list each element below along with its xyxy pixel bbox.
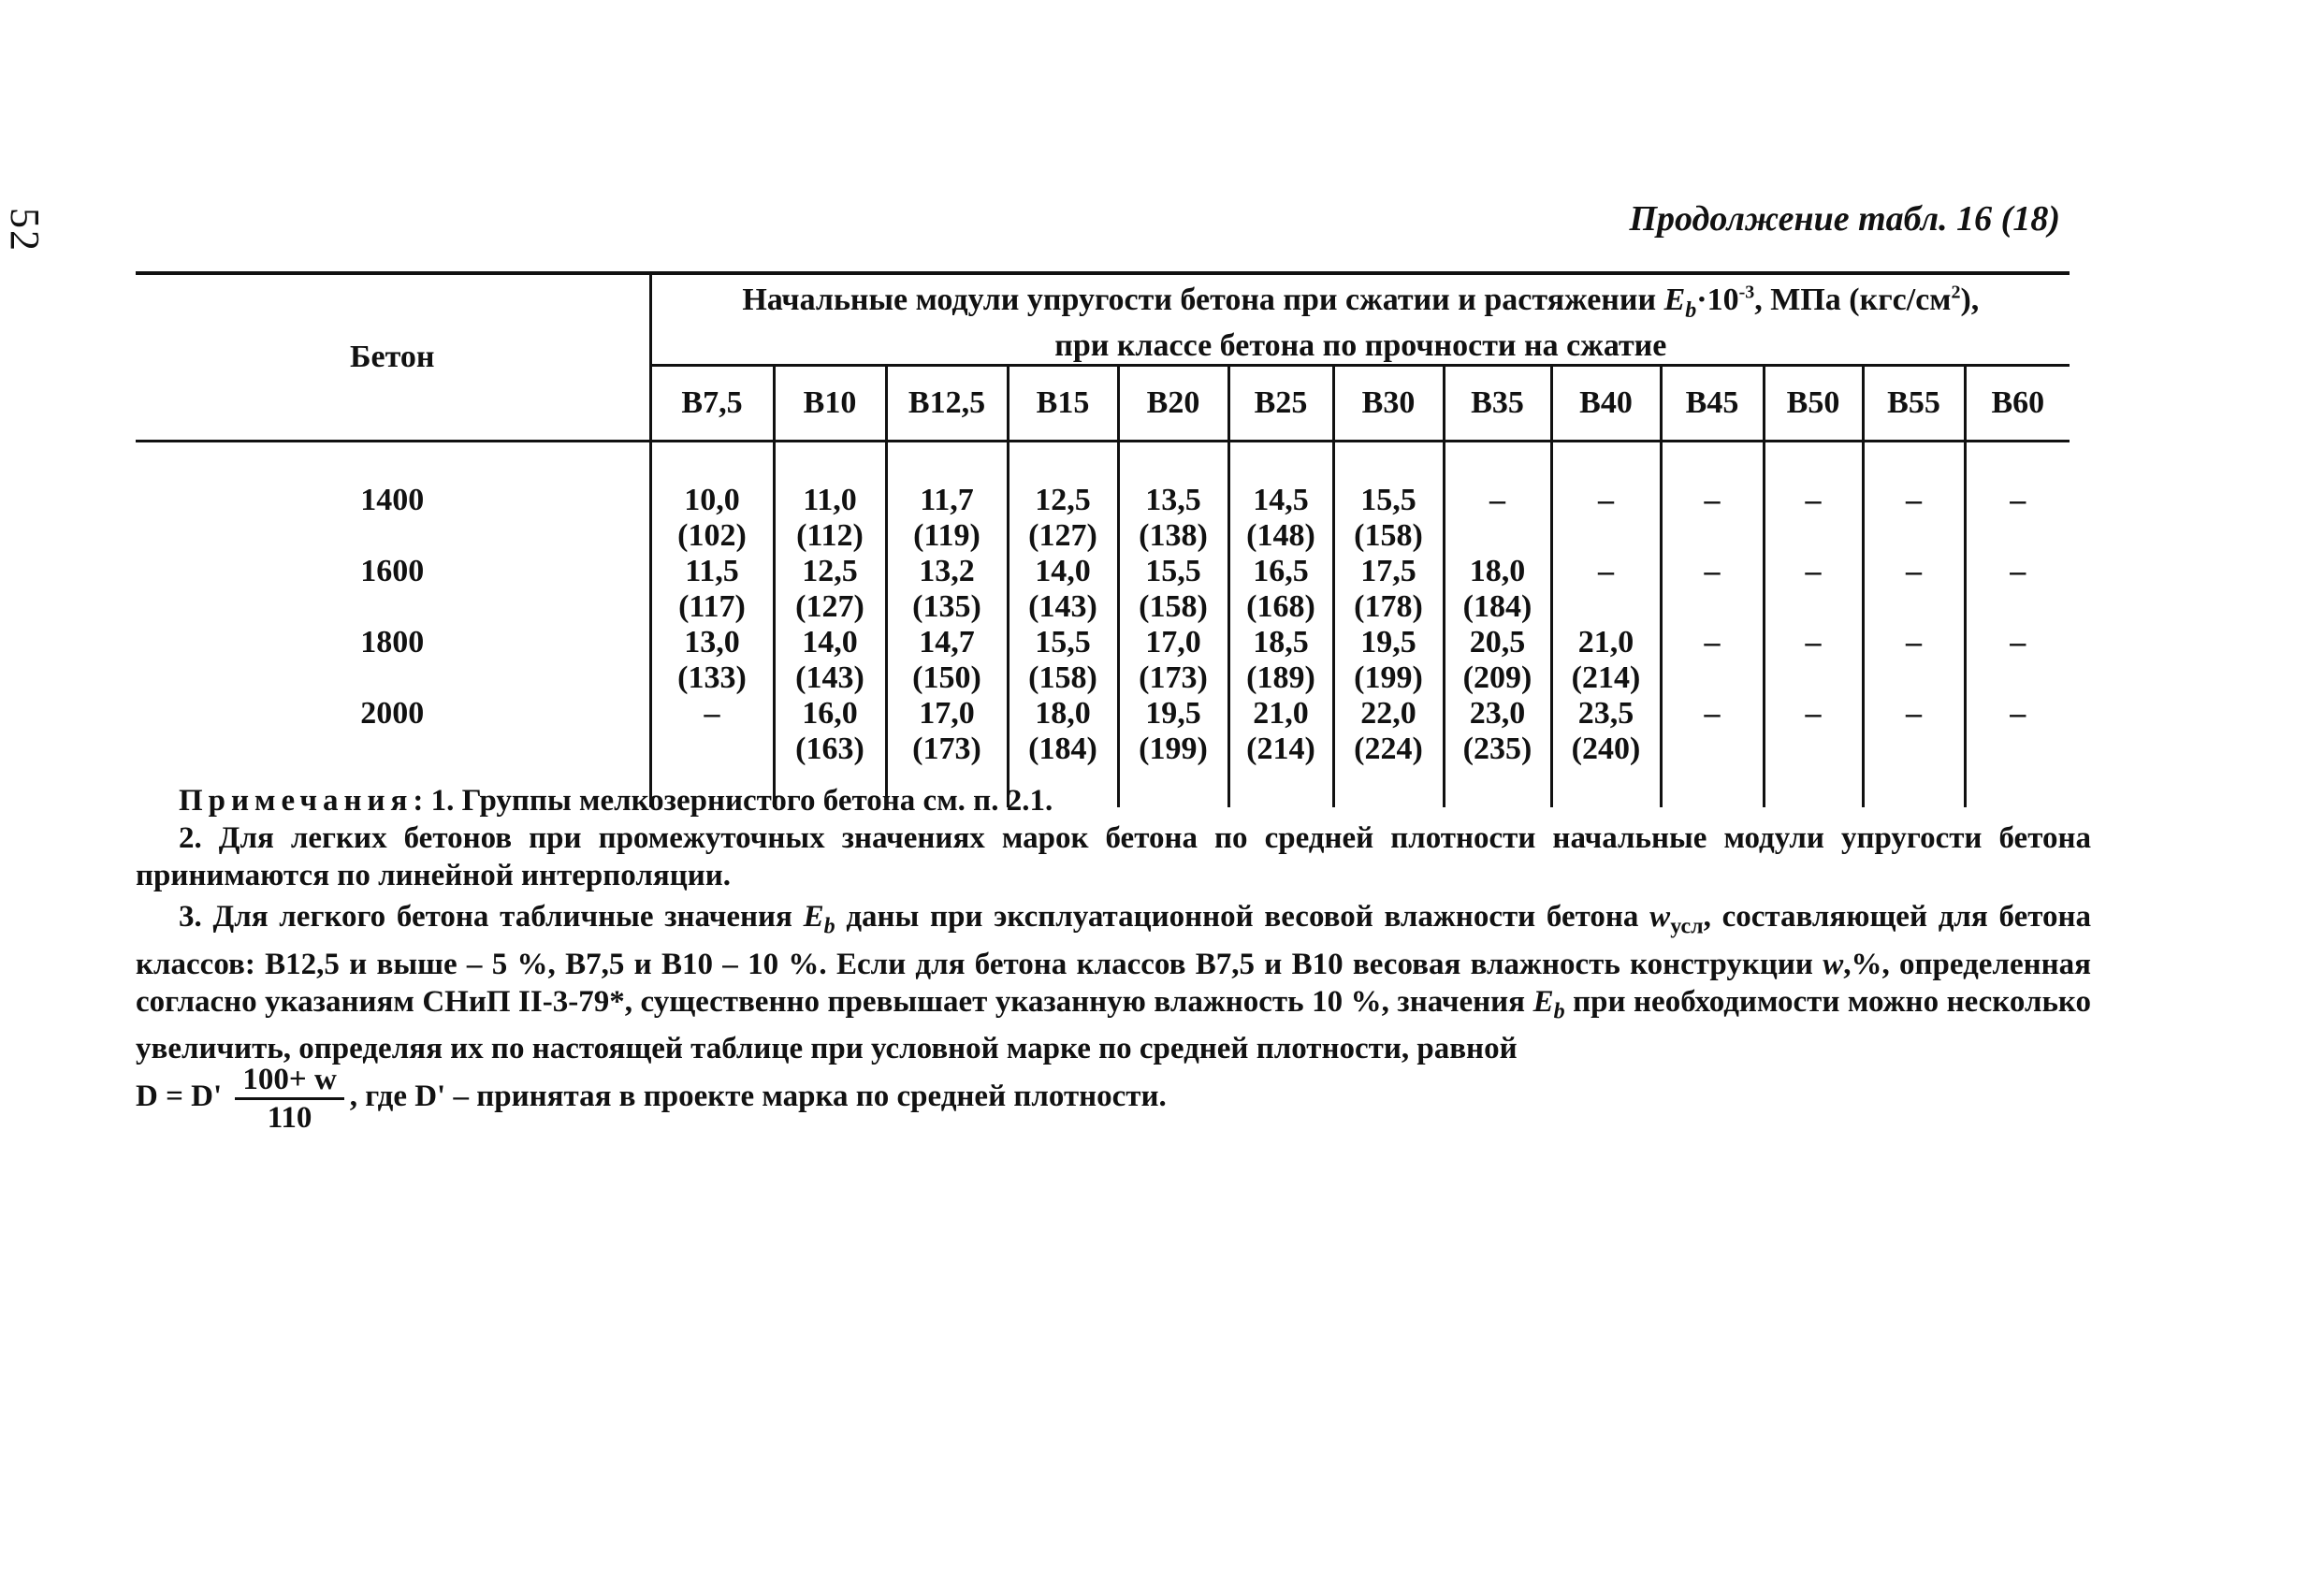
row-labels-column — [136, 442, 650, 808]
modulus-value: – — [1598, 554, 1614, 589]
modulus-value: – — [2010, 554, 2026, 589]
modulus-kgf-value: (184) — [1028, 732, 1097, 767]
class-column — [1661, 442, 1764, 808]
note-3-formula: D = D' $\frac{100+ w}{110}$ , где D' – принятая в проекте марка по средней плотности. — [136, 1063, 1167, 1136]
modulus-value: – — [1805, 696, 1822, 732]
main-header-line1: Начальные модули упругости бетона при сжатии и растяжении $E_b\cdot 10^{-3}$, МПа $(кгс/см^2)$, — [742, 283, 1980, 324]
class-header-cell: B35 — [1444, 366, 1551, 442]
modulus-value: 15,5 — [1035, 625, 1091, 660]
modulus-value: 19,5 — [1360, 625, 1416, 660]
modulus-kgf-value — [1967, 589, 2070, 625]
note-2: 2. Для легких бетонов при промежуточных значениях марок бетона по средней плотности начальные модули упругости бетона принимаются по линейной интерполяции. — [136, 821, 2091, 892]
modulus-value: 13,0 — [684, 625, 740, 660]
modulus-value: – — [2010, 696, 2026, 732]
modulus-kgf-value: (133) — [677, 660, 747, 696]
modulus-value: 19,5 — [1145, 696, 1201, 732]
modulus-value: 14,0 — [802, 625, 858, 660]
note-3: 3. Для легкого бетона табличные значения $E_b$ даны при эксплуатационной весовой влажности бетона $w_{усл}$, составляющей для бетона классов: B12,5 и выше – 5 %, B7,5 и B10 – 10 %. Если для бетона классов B7,5 и B10 весовая влажность конструкции w,%, определенная согласно указаниям СНиП II-3-79*, существенно превышает указанную влажность 10 %, значения $E_b$ при необходимости можно несколько увеличить, определяя их по настоящей таблице при условной марке по средней плотности, равной — [136, 900, 2091, 1066]
modulus-kgf-value — [1553, 589, 1660, 625]
class-column — [886, 442, 1008, 808]
modulus-kgf-value — [1663, 518, 1763, 554]
modulus-value: 18,0 — [1035, 696, 1091, 732]
page-number: 52 — [2, 208, 48, 253]
class-column — [1863, 442, 1965, 808]
class-header-cell: B7,5 — [650, 366, 774, 442]
modulus-value: 22,0 — [1360, 696, 1416, 732]
row-header-cell — [136, 275, 650, 442]
modulus-value: – — [704, 696, 720, 732]
modulus-kgf-value: (127) — [1028, 518, 1097, 554]
modulus-value: 14,7 — [919, 625, 975, 660]
modulus-value: 21,0 — [1577, 625, 1634, 660]
modulus-value: 18,5 — [1253, 625, 1309, 660]
modulus-kgf-value: (148) — [1246, 518, 1315, 554]
class-column — [1965, 442, 2070, 808]
modulus-kgf-value: (214) — [1246, 732, 1315, 767]
modulus-value: – — [1489, 483, 1505, 518]
modulus-kgf-value: (117) — [678, 589, 746, 625]
modulus-kgf-value: (127) — [795, 589, 864, 625]
class-header-cell: B12,5 — [886, 366, 1008, 442]
modulus-value: 18,0 — [1469, 554, 1526, 589]
modulus-kgf-value — [1765, 518, 1862, 554]
elastic-modulus-table — [136, 275, 2070, 807]
modulus-value: 17,5 — [1360, 554, 1416, 589]
modulus-kgf-value: (135) — [912, 589, 981, 625]
modulus-value: 11,0 — [803, 483, 857, 518]
modulus-kgf-value — [1765, 589, 1862, 625]
modulus-value: 20,5 — [1469, 625, 1526, 660]
class-header-cell: B40 — [1551, 366, 1661, 442]
modulus-kgf-value: (173) — [912, 732, 981, 767]
modulus-value: 14,5 — [1253, 483, 1309, 518]
modulus-kgf-value: (112) — [796, 518, 864, 554]
modulus-value: 12,5 — [1035, 483, 1091, 518]
modulus-value: 13,2 — [919, 554, 975, 589]
modulus-kgf-value: (158) — [1139, 589, 1208, 625]
modulus-kgf-value: (224) — [1354, 732, 1423, 767]
modulus-kgf-value: (158) — [1354, 518, 1423, 554]
modulus-value: 16,0 — [802, 696, 858, 732]
modulus-kgf-value: (143) — [795, 660, 864, 696]
class-header-cell: B45 — [1661, 366, 1764, 442]
modulus-kgf-value: (199) — [1139, 732, 1208, 767]
modulus-kgf-value — [1663, 732, 1763, 767]
modulus-value: – — [1906, 483, 1922, 518]
modulus-kgf-value — [1553, 518, 1660, 554]
class-column — [1008, 442, 1118, 808]
class-column — [650, 442, 774, 808]
formula-fraction: $\frac{100+ w}{110}$ — [235, 1062, 343, 1136]
modulus-value: 23,5 — [1577, 696, 1634, 732]
modulus-value: – — [1805, 554, 1822, 589]
class-header-cell: B55 — [1863, 366, 1965, 442]
class-column — [1444, 442, 1551, 808]
modulus-kgf-value — [1967, 732, 2070, 767]
modulus-kgf-value — [652, 732, 773, 767]
modulus-value: – — [2010, 625, 2026, 660]
modulus-value: – — [1704, 625, 1721, 660]
modulus-kgf-value — [1663, 589, 1763, 625]
modulus-kgf-value — [1663, 660, 1763, 696]
class-column — [1333, 442, 1444, 808]
modulus-kgf-value: (214) — [1571, 660, 1641, 696]
modulus-kgf-value: (119) — [913, 518, 980, 554]
modulus-kgf-value: (143) — [1028, 589, 1097, 625]
class-column — [1118, 442, 1228, 808]
modulus-kgf-value: (184) — [1462, 589, 1532, 625]
class-column — [1228, 442, 1333, 808]
class-header-cell: B60 — [1965, 366, 2070, 442]
modulus-value: – — [1906, 554, 1922, 589]
modulus-kgf-value: (209) — [1462, 660, 1532, 696]
modulus-kgf-value — [1865, 518, 1964, 554]
modulus-kgf-value — [1865, 732, 1964, 767]
modulus-kgf-value: (199) — [1354, 660, 1423, 696]
modulus-kgf-value — [1967, 518, 2070, 554]
modulus-value: 10,0 — [684, 483, 740, 518]
modulus-value: 11,7 — [920, 483, 974, 518]
main-header — [650, 275, 2070, 366]
modulus-value: 17,0 — [919, 696, 975, 732]
modulus-value: 12,5 — [802, 554, 858, 589]
class-header-cell: B15 — [1008, 366, 1118, 442]
modulus-kgf-value: (168) — [1246, 589, 1315, 625]
modulus-kgf-value — [1765, 660, 1862, 696]
modulus-value: – — [1704, 554, 1721, 589]
modulus-kgf-value: (189) — [1246, 660, 1315, 696]
modulus-kgf-value: (158) — [1028, 660, 1097, 696]
row-label: 2000 — [360, 696, 425, 732]
modulus-value: – — [1805, 483, 1822, 518]
class-header-cell: B50 — [1764, 366, 1863, 442]
main-header-line2: при классе бетона по прочности на сжатие — [1054, 328, 1667, 364]
modulus-kgf-value: (138) — [1139, 518, 1208, 554]
notes-block — [136, 782, 2091, 1136]
class-column — [1551, 442, 1661, 808]
modulus-value: 21,0 — [1253, 696, 1309, 732]
class-header-cell: B25 — [1228, 366, 1333, 442]
class-header-cell: B20 — [1118, 366, 1228, 442]
modulus-value: – — [1805, 625, 1822, 660]
class-header-cell: B30 — [1333, 366, 1444, 442]
modulus-value: – — [1906, 696, 1922, 732]
modulus-value: – — [1906, 625, 1922, 660]
modulus-kgf-value: (240) — [1571, 732, 1641, 767]
modulus-value: – — [1598, 483, 1614, 518]
modulus-value: 15,5 — [1145, 554, 1201, 589]
class-column — [1764, 442, 1863, 808]
modulus-value: 14,0 — [1035, 554, 1091, 589]
row-header-label: Бетон — [350, 340, 435, 375]
modulus-kgf-value: (102) — [677, 518, 747, 554]
row-label: 1400 — [360, 483, 425, 518]
row-label: 1600 — [360, 554, 425, 589]
table-continuation-caption: Продолжение табл. 16 (18) — [1629, 199, 2060, 239]
modulus-kgf-value: (178) — [1354, 589, 1423, 625]
modulus-value: – — [1704, 483, 1721, 518]
modulus-value: 16,5 — [1253, 554, 1309, 589]
modulus-value: – — [2010, 483, 2026, 518]
modulus-kgf-value — [1865, 660, 1964, 696]
modulus-kgf-value: (150) — [912, 660, 981, 696]
modulus-kgf-value: (163) — [795, 732, 864, 767]
modulus-value: 13,5 — [1145, 483, 1201, 518]
note-1: Примечания: 1. Группы мелкозернистого бетона см. п. 2.1. — [179, 784, 1053, 818]
modulus-kgf-value — [1865, 589, 1964, 625]
modulus-value: 17,0 — [1145, 625, 1201, 660]
modulus-value: – — [1704, 696, 1721, 732]
modulus-kgf-value — [1765, 732, 1862, 767]
modulus-value: 15,5 — [1360, 483, 1416, 518]
modulus-kgf-value: (235) — [1462, 732, 1532, 767]
modulus-kgf-value: (173) — [1139, 660, 1208, 696]
row-label: 1800 — [360, 625, 425, 660]
modulus-value: 11,5 — [685, 554, 739, 589]
modulus-kgf-value — [1445, 518, 1550, 554]
class-column — [774, 442, 886, 808]
modulus-value: 23,0 — [1469, 696, 1526, 732]
class-header-cell: B10 — [774, 366, 886, 442]
modulus-kgf-value — [1967, 660, 2070, 696]
